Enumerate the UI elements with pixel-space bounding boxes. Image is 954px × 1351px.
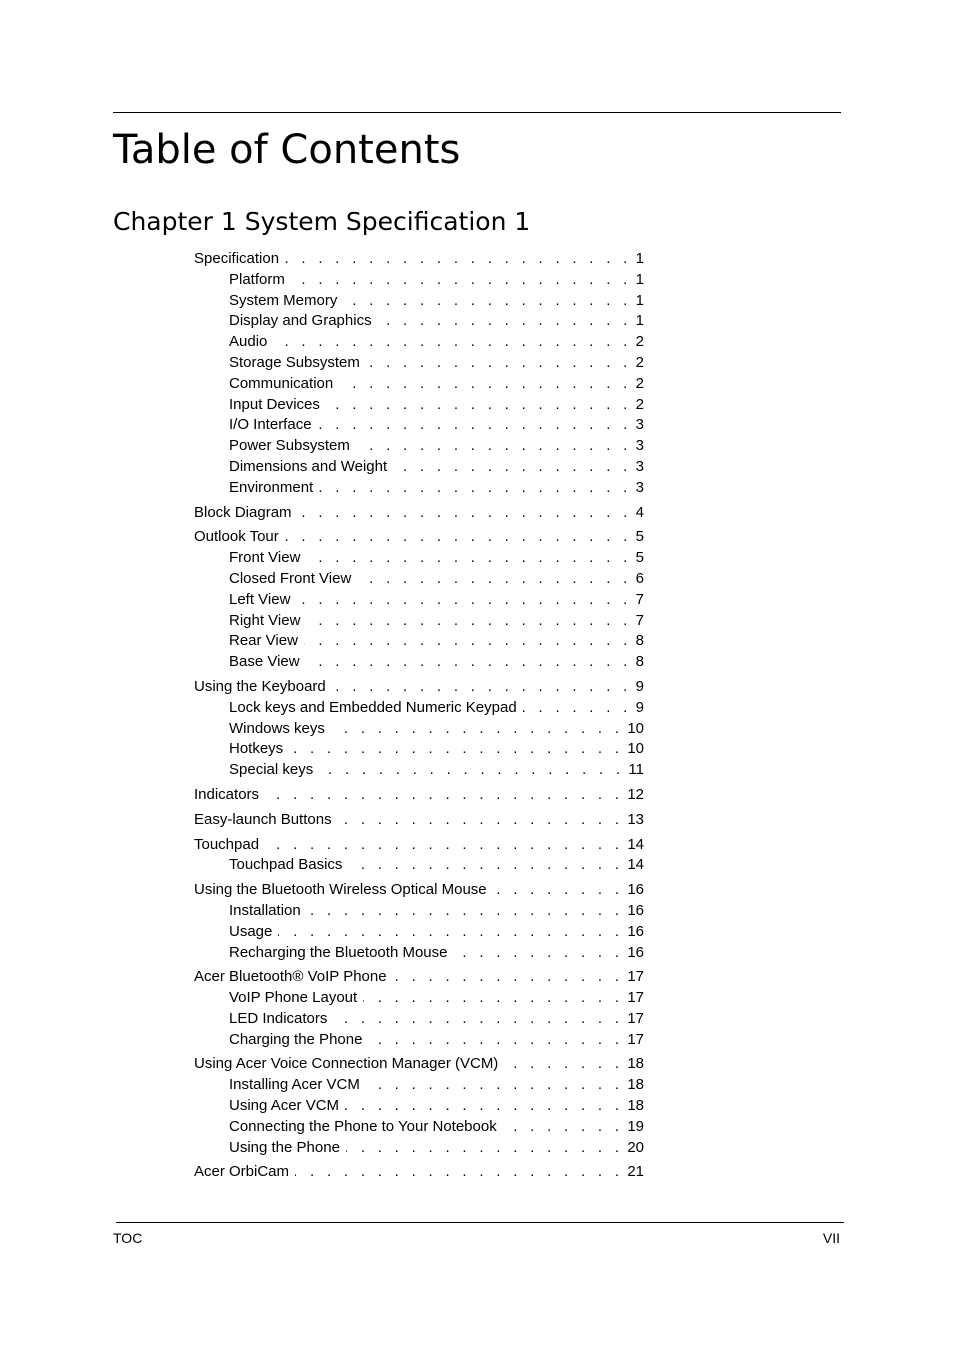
toc-entry[interactable]: [194, 880, 644, 901]
toc-subentry[interactable]: [194, 698, 644, 719]
dot-leader: [378, 311, 632, 332]
toc-page-number: 21: [627, 1163, 644, 1181]
toc-subentry[interactable]: [194, 760, 644, 781]
toc-page-number: 10: [627, 740, 644, 758]
toc-entry-label: Audio: [229, 333, 268, 351]
dot-leader: [503, 1117, 624, 1138]
toc-subentry[interactable]: [194, 922, 644, 943]
toc-subentry[interactable]: [194, 611, 644, 632]
dot-leader: [338, 810, 624, 831]
toc-page-number: 16: [627, 943, 644, 961]
toc-subentry[interactable]: [194, 395, 644, 416]
footer-section-label: TOC: [113, 1230, 143, 1246]
toc-page-number: 6: [635, 569, 644, 587]
dot-leader: [296, 590, 631, 611]
toc-page-number: 2: [635, 374, 644, 392]
toc-group: [194, 503, 644, 524]
toc-page-number: 18: [627, 1076, 644, 1094]
toc-entry[interactable]: [194, 527, 644, 548]
toc-entry[interactable]: [194, 835, 644, 856]
dot-leader: [289, 739, 623, 760]
dot-leader: [298, 503, 632, 524]
toc-page-number: 7: [635, 590, 644, 608]
toc-subentry[interactable]: [194, 988, 644, 1009]
toc-entry-label: Charging the Phone: [229, 1030, 363, 1048]
toc-entry-label: Specification: [194, 250, 280, 267]
toc-subentry[interactable]: [194, 719, 644, 740]
toc-page-number: 17: [627, 989, 644, 1007]
toc-page-number: 8: [635, 632, 644, 650]
toc-entry-label: Touchpad Basics: [229, 856, 343, 874]
toc-subentry[interactable]: [194, 436, 644, 457]
toc-page-number: 3: [635, 437, 644, 455]
dot-leader: [307, 901, 624, 922]
toc-entry-label: Front View: [229, 549, 301, 567]
toc-page-number: 1: [635, 270, 644, 288]
toc-subentry[interactable]: [194, 415, 644, 436]
toc-page-number: 14: [627, 856, 644, 874]
toc-subentry[interactable]: [194, 739, 644, 760]
toc-page-number: 2: [635, 353, 644, 371]
toc-entry-label: Left View: [229, 590, 291, 608]
dot-leader: [306, 611, 631, 632]
toc-page-number: 1: [635, 291, 644, 309]
toc-page-number: 16: [627, 922, 644, 940]
toc-page-number: 1: [635, 312, 644, 330]
toc-subentry[interactable]: [194, 631, 644, 652]
toc-subentry[interactable]: [194, 548, 644, 569]
toc-entry-label: VoIP Phone Layout: [229, 989, 358, 1007]
dot-leader: [346, 1138, 623, 1159]
toc-subentry[interactable]: [194, 270, 644, 291]
toc-page-number: 2: [635, 333, 644, 351]
toc-page-number: 3: [635, 416, 644, 434]
toc-entry-label: I/O Interface: [229, 416, 312, 434]
toc-entry[interactable]: [194, 810, 644, 831]
toc-page-number: 16: [627, 901, 644, 919]
toc-entry-label: Input Devices: [229, 395, 320, 413]
dot-leader: [273, 332, 631, 353]
dot-leader: [357, 569, 631, 590]
toc-subentry[interactable]: [194, 855, 644, 876]
toc-entry-label: Installing Acer VCM: [229, 1076, 360, 1094]
dot-leader: [265, 835, 623, 856]
toc-group: [194, 677, 644, 781]
dot-leader: [306, 548, 631, 569]
toc-page-number: 5: [635, 528, 644, 546]
toc-entry-label: Using Acer VCM: [229, 1097, 340, 1115]
toc-subentry[interactable]: [194, 590, 644, 611]
toc-page-number: 8: [635, 653, 644, 671]
toc-page-number: 9: [635, 698, 644, 716]
toc-entry-label: Indicators: [194, 785, 260, 803]
toc-subentry[interactable]: [194, 311, 644, 332]
dot-leader: [393, 457, 632, 478]
dot-leader: [285, 249, 632, 270]
toc-page-number: 3: [635, 478, 644, 496]
toc-page-number: 17: [627, 1009, 644, 1027]
dot-leader: [345, 1096, 623, 1117]
toc-entry-label: Using Acer Voice Connection Manager (VCM): [194, 1055, 499, 1073]
toc-entry[interactable]: [194, 1054, 644, 1075]
dot-leader: [523, 698, 632, 719]
toc-entry-label: Outlook Tour: [194, 528, 279, 546]
dot-leader: [278, 922, 623, 943]
toc-entry[interactable]: [194, 503, 644, 524]
toc-page-number: 11: [628, 761, 644, 779]
toc-entry-label: Rear View: [229, 632, 298, 650]
dot-leader: [265, 785, 623, 806]
dot-leader: [366, 353, 632, 374]
toc-page-number: 5: [635, 549, 644, 567]
toc-page-number: 12: [627, 785, 644, 803]
dot-leader: [453, 943, 623, 964]
dot-leader: [295, 1162, 623, 1183]
toc-entry-label: Easy-launch Buttons: [194, 810, 332, 828]
toc-subentry[interactable]: [194, 1075, 644, 1096]
toc-entry-label: Recharging the Bluetooth Mouse: [229, 943, 448, 961]
toc-group: [194, 249, 644, 499]
toc-entry-label: Closed Front View: [229, 569, 352, 587]
toc-page-number: 17: [627, 968, 644, 986]
toc-group: [194, 880, 644, 963]
toc-page-number: 9: [635, 677, 644, 695]
toc-page-number: 1: [635, 250, 644, 267]
toc-subentry[interactable]: [194, 374, 644, 395]
toc-subentry[interactable]: [194, 332, 644, 353]
toc-page-number: 17: [627, 1030, 644, 1048]
dot-leader: [333, 1009, 623, 1030]
dot-leader: [493, 880, 624, 901]
footer-page-number: VII: [822, 1230, 840, 1246]
toc-subentry[interactable]: [194, 1009, 644, 1030]
toc-list: [194, 249, 644, 1187]
toc-page-number: 4: [635, 503, 644, 521]
toc-subentry[interactable]: [194, 1138, 644, 1159]
toc-subentry[interactable]: [194, 901, 644, 922]
toc-entry-label: Storage Subsystem: [229, 353, 360, 371]
toc-entry-label: Usage: [229, 922, 273, 940]
toc-entry-label: Using the Bluetooth Wireless Optical Mouse: [194, 881, 487, 899]
toc-entry-label: Connecting the Phone to Your Notebook: [229, 1117, 497, 1135]
toc-entry-label: LED Indicators: [229, 1009, 328, 1027]
dot-leader: [304, 631, 632, 652]
page-title: Table of Contents: [113, 127, 461, 173]
toc-entry-label: Base View: [229, 653, 300, 671]
toc-entry-label: Display and Graphics: [229, 312, 372, 330]
toc-subentry[interactable]: [194, 1096, 644, 1117]
toc-entry-label: Acer OrbiCam: [194, 1163, 290, 1181]
toc-subentry[interactable]: [194, 1117, 644, 1138]
toc-group: [194, 1054, 644, 1158]
dot-leader: [291, 270, 632, 291]
header-rule: [113, 112, 841, 113]
toc-entry-label: Special keys: [229, 761, 314, 779]
toc-entry-label: Using the Keyboard: [194, 677, 326, 695]
toc-group: [194, 967, 644, 1050]
dot-leader: [326, 395, 632, 416]
toc-entry-label: Block Diagram: [194, 503, 292, 521]
toc-entry-label: Power Subsystem: [229, 437, 350, 455]
dot-leader: [318, 415, 632, 436]
toc-page-number: 3: [635, 457, 644, 475]
dot-leader: [393, 967, 624, 988]
toc-page-number: 20: [627, 1138, 644, 1156]
toc-entry[interactable]: [194, 249, 644, 270]
dot-leader: [348, 855, 623, 876]
toc-subentry[interactable]: [194, 457, 644, 478]
toc-page-number: 14: [627, 835, 644, 853]
dot-leader: [363, 988, 623, 1009]
dot-leader: [504, 1054, 623, 1075]
toc-entry-label: Environment: [229, 478, 314, 496]
toc-group: [194, 810, 644, 831]
toc-entry[interactable]: [194, 1162, 644, 1183]
toc-entry[interactable]: [194, 785, 644, 806]
toc-entry-label: Installation: [229, 901, 301, 919]
toc-entry-label: Using the Phone: [229, 1138, 340, 1156]
toc-subentry[interactable]: [194, 291, 644, 312]
footer-rule: [116, 1222, 844, 1223]
toc-group: [194, 1162, 644, 1183]
toc-page-number: 2: [635, 395, 644, 413]
toc-subentry[interactable]: [194, 1030, 644, 1051]
dot-leader: [331, 719, 623, 740]
dot-leader: [285, 527, 632, 548]
toc-group: [194, 527, 644, 673]
toc-page-number: 10: [627, 719, 644, 737]
toc-group: [194, 835, 644, 877]
toc-entry[interactable]: [194, 677, 644, 698]
chapter-heading: Chapter 1 System Specification 1: [113, 207, 531, 236]
toc-entry-label: Right View: [229, 611, 301, 629]
toc-entry-label: Dimensions and Weight: [229, 457, 388, 475]
dot-leader: [356, 436, 632, 457]
toc-entry-label: Lock keys and Embedded Numeric Keypad: [229, 698, 517, 716]
dot-leader: [343, 291, 631, 312]
toc-subentry[interactable]: [194, 569, 644, 590]
dot-leader: [319, 478, 631, 499]
toc-entry-label: Acer Bluetooth® VoIP Phone: [194, 968, 387, 986]
toc-page-number: 19: [627, 1117, 644, 1135]
dot-leader: [319, 760, 624, 781]
toc-subentry[interactable]: [194, 943, 644, 964]
toc-page-number: 18: [627, 1055, 644, 1073]
toc-page-number: 13: [627, 810, 644, 828]
toc-entry-label: Communication: [229, 374, 334, 392]
toc-page-number: 7: [635, 611, 644, 629]
toc-entry[interactable]: [194, 967, 644, 988]
dot-leader: [332, 677, 632, 698]
dot-leader: [306, 652, 632, 673]
toc-group: [194, 785, 644, 806]
toc-subentry[interactable]: [194, 478, 644, 499]
dot-leader: [366, 1075, 623, 1096]
toc-entry-label: Platform: [229, 270, 285, 288]
dot-leader: [339, 374, 631, 395]
toc-entry-label: System Memory: [229, 291, 338, 309]
dot-leader: [368, 1030, 623, 1051]
toc-entry-label: Windows keys: [229, 719, 325, 737]
toc-entry-label: Hotkeys: [229, 740, 284, 758]
toc-entry-label: Touchpad: [194, 835, 260, 853]
toc-page-number: 16: [627, 881, 644, 899]
toc-subentry[interactable]: [194, 353, 644, 374]
toc-subentry[interactable]: [194, 652, 644, 673]
toc-page-number: 18: [627, 1097, 644, 1115]
